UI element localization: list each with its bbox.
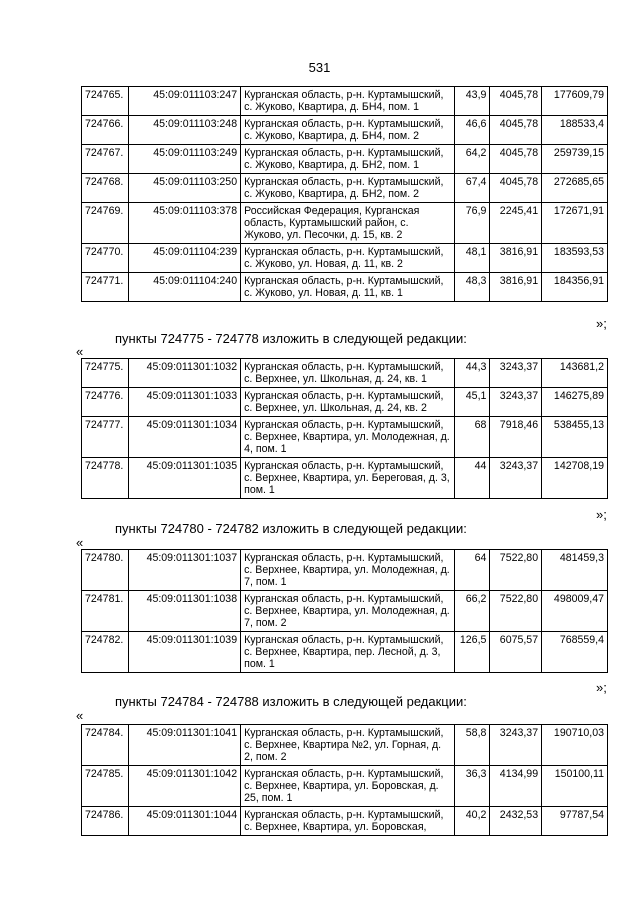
opening-quote: « <box>76 344 84 359</box>
row-number-cell: 724770. <box>82 244 129 273</box>
table-row <box>82 145 608 174</box>
cadastral-number-cell: 45:09:011301:1042 <box>128 766 240 807</box>
address-cell: Курганская область, р-н. Куртамышский, с. Верхнее, Квартира, ул. Береговая, д. 3, пом. 1 <box>241 458 455 499</box>
unit-price-cell: 4134,99 <box>490 766 542 807</box>
cadastral-cost-cell: 183593,53 <box>542 244 608 273</box>
row-number-cell: 724780. <box>82 550 129 591</box>
address-cell: Курганская область, р-н. Куртамышский, с. Верхнее, Квартира, ул. Боровская, д. 25, пом. 1 <box>241 766 455 807</box>
table-row <box>82 87 608 116</box>
cadastral-cost-cell: 481459,3 <box>542 550 608 591</box>
row-number-cell: 724785. <box>82 766 129 807</box>
unit-price-cell: 6075,57 <box>490 632 542 673</box>
section-heading: пункты 724780 - 724782 изложить в следующей редакции: <box>115 521 467 536</box>
address-cell: Курганская область, р-н. Куртамышский, с. Верхнее, Квартира, пер. Лесной, д. 3, пом. 1 <box>241 632 455 673</box>
area-cell: 45,1 <box>454 388 489 417</box>
area-cell: 67,4 <box>454 174 489 203</box>
address-cell: Курганская область, р-н. Куртамышский, с. Верхнее, Квартира №2, ул. Горная, д. 2, пом. 2 <box>241 725 455 766</box>
cadastral-number-cell: 45:09:011301:1032 <box>128 359 240 388</box>
cadastral-cost-cell: 184356,91 <box>542 273 608 302</box>
row-number-cell: 724775. <box>82 359 129 388</box>
row-number-cell: 724766. <box>82 116 129 145</box>
cadastral-cost-cell: 190710,03 <box>542 725 608 766</box>
closing-quote: »; <box>596 507 607 522</box>
cadastral-number-cell: 45:09:011103:250 <box>128 174 240 203</box>
area-cell: 68 <box>454 417 489 458</box>
row-number-cell: 724781. <box>82 591 129 632</box>
row-number-cell: 724765. <box>82 87 129 116</box>
cadastral-cost-cell: 272685,65 <box>542 174 608 203</box>
registry-table-3 <box>81 549 608 673</box>
opening-quote: « <box>76 708 84 723</box>
page-number: 531 <box>308 60 331 75</box>
cadastral-cost-cell: 538455,13 <box>542 417 608 458</box>
area-cell: 64 <box>454 550 489 591</box>
unit-price-cell: 3243,37 <box>490 388 542 417</box>
cadastral-number-cell: 45:09:011103:249 <box>128 145 240 174</box>
address-cell: Курганская область, р-н. Куртамышский, с. Жуково, Квартира, д. БН4, пом. 1 <box>241 87 455 116</box>
cadastral-number-cell: 45:09:011103:378 <box>128 203 240 244</box>
cadastral-number-cell: 45:09:011301:1037 <box>128 550 240 591</box>
address-cell: Курганская область, р-н. Куртамышский, с. Верхнее, Квартира, ул. Молодежная, д. 4, пом. 1 <box>241 417 455 458</box>
table-row <box>82 807 608 836</box>
table-row <box>82 203 608 244</box>
area-cell: 48,3 <box>454 273 489 302</box>
row-number-cell: 724782. <box>82 632 129 673</box>
cadastral-cost-cell: 768559,4 <box>542 632 608 673</box>
address-cell: Курганская область, р-н. Куртамышский, с. Верхнее, ул. Школьная, д. 24, кв. 1 <box>241 359 455 388</box>
unit-price-cell: 7918,46 <box>490 417 542 458</box>
cadastral-number-cell: 45:09:011103:248 <box>128 116 240 145</box>
table-row <box>82 174 608 203</box>
area-cell: 58,8 <box>454 725 489 766</box>
table-row <box>82 458 608 499</box>
area-cell: 46,6 <box>454 116 489 145</box>
section-heading: пункты 724784 - 724788 изложить в следующей редакции: <box>115 694 467 709</box>
row-number-cell: 724784. <box>82 725 129 766</box>
table-row <box>82 591 608 632</box>
area-cell: 48,1 <box>454 244 489 273</box>
address-cell: Курганская область, р-н. Куртамышский, с. Жуково, ул. Новая, д. 11, кв. 2 <box>241 244 455 273</box>
unit-price-cell: 3816,91 <box>490 273 542 302</box>
registry-table-1 <box>81 86 608 302</box>
closing-quote: »; <box>596 680 607 695</box>
row-number-cell: 724769. <box>82 203 129 244</box>
address-cell: Курганская область, р-н. Куртамышский, с. Верхнее, Квартира, ул. Боровская, <box>241 807 455 836</box>
area-cell: 76,9 <box>454 203 489 244</box>
address-cell: Курганская область, р-н. Куртамышский, с. Верхнее, Квартира, ул. Молодежная, д. 7, пом. 1 <box>241 550 455 591</box>
address-cell: Курганская область, р-н. Куртамышский, с. Жуково, Квартира, д. БН2, пом. 2 <box>241 174 455 203</box>
address-cell: Курганская область, р-н. Куртамышский, с. Верхнее, ул. Школьная, д. 24, кв. 2 <box>241 388 455 417</box>
unit-price-cell: 2245,41 <box>490 203 542 244</box>
address-cell: Курганская область, р-н. Куртамышский, с. Жуково, Квартира, д. БН4, пом. 2 <box>241 116 455 145</box>
area-cell: 44 <box>454 458 489 499</box>
unit-price-cell: 7522,80 <box>490 550 542 591</box>
table-row <box>82 550 608 591</box>
cadastral-cost-cell: 498009,47 <box>542 591 608 632</box>
area-cell: 66,2 <box>454 591 489 632</box>
area-cell: 126,5 <box>454 632 489 673</box>
cadastral-number-cell: 45:09:011301:1033 <box>128 388 240 417</box>
cadastral-cost-cell: 142708,19 <box>542 458 608 499</box>
cadastral-cost-cell: 146275,89 <box>542 388 608 417</box>
row-number-cell: 724778. <box>82 458 129 499</box>
unit-price-cell: 3243,37 <box>490 458 542 499</box>
area-cell: 44,3 <box>454 359 489 388</box>
cadastral-number-cell: 45:09:011301:1044 <box>128 807 240 836</box>
unit-price-cell: 3816,91 <box>490 244 542 273</box>
row-number-cell: 724767. <box>82 145 129 174</box>
address-cell: Курганская область, р-н. Куртамышский, с. Жуково, Квартира, д. БН2, пом. 1 <box>241 145 455 174</box>
row-number-cell: 724776. <box>82 388 129 417</box>
unit-price-cell: 2432,53 <box>490 807 542 836</box>
unit-price-cell: 4045,78 <box>490 174 542 203</box>
cadastral-cost-cell: 150100,11 <box>542 766 608 807</box>
unit-price-cell: 3243,37 <box>490 359 542 388</box>
cadastral-number-cell: 45:09:011104:239 <box>128 244 240 273</box>
table-row <box>82 725 608 766</box>
table-row <box>82 359 608 388</box>
unit-price-cell: 4045,78 <box>490 145 542 174</box>
table-row <box>82 417 608 458</box>
address-cell: Курганская область, р-н. Куртамышский, с. Верхнее, Квартира, ул. Молодежная, д. 7, пом. 2 <box>241 591 455 632</box>
unit-price-cell: 3243,37 <box>490 725 542 766</box>
cadastral-number-cell: 45:09:011301:1039 <box>128 632 240 673</box>
table-row <box>82 244 608 273</box>
cadastral-number-cell: 45:09:011301:1038 <box>128 591 240 632</box>
cadastral-number-cell: 45:09:011103:247 <box>128 87 240 116</box>
cadastral-cost-cell: 259739,15 <box>542 145 608 174</box>
unit-price-cell: 4045,78 <box>490 116 542 145</box>
area-cell: 40,2 <box>454 807 489 836</box>
opening-quote: « <box>76 535 84 550</box>
table-row <box>82 388 608 417</box>
table-row <box>82 632 608 673</box>
cadastral-number-cell: 45:09:011301:1041 <box>128 725 240 766</box>
cadastral-number-cell: 45:09:011301:1034 <box>128 417 240 458</box>
area-cell: 64,2 <box>454 145 489 174</box>
table-row <box>82 273 608 302</box>
cadastral-cost-cell: 143681,2 <box>542 359 608 388</box>
row-number-cell: 724777. <box>82 417 129 458</box>
registry-table-4 <box>81 724 608 836</box>
address-cell: Курганская область, р-н. Куртамышский, с. Жуково, ул. Новая, д. 11, кв. 1 <box>241 273 455 302</box>
cadastral-number-cell: 45:09:011301:1035 <box>128 458 240 499</box>
section-heading: пункты 724775 - 724778 изложить в следующей редакции: <box>115 331 467 346</box>
cadastral-number-cell: 45:09:011104:240 <box>128 273 240 302</box>
registry-table-2 <box>81 358 608 499</box>
row-number-cell: 724786. <box>82 807 129 836</box>
area-cell: 36,3 <box>454 766 489 807</box>
closing-quote: »; <box>596 316 607 331</box>
table-row <box>82 116 608 145</box>
row-number-cell: 724768. <box>82 174 129 203</box>
row-number-cell: 724771. <box>82 273 129 302</box>
cadastral-cost-cell: 188533,4 <box>542 116 608 145</box>
cadastral-cost-cell: 172671,91 <box>542 203 608 244</box>
unit-price-cell: 7522,80 <box>490 591 542 632</box>
address-cell: Российская Федерация, Курганская область, Куртамышский район, с. Жуково, ул. Песочки, д. 15, кв. 2 <box>241 203 455 244</box>
area-cell: 43,9 <box>454 87 489 116</box>
table-row <box>82 766 608 807</box>
cadastral-cost-cell: 97787,54 <box>542 807 608 836</box>
unit-price-cell: 4045,78 <box>490 87 542 116</box>
cadastral-cost-cell: 177609,79 <box>542 87 608 116</box>
